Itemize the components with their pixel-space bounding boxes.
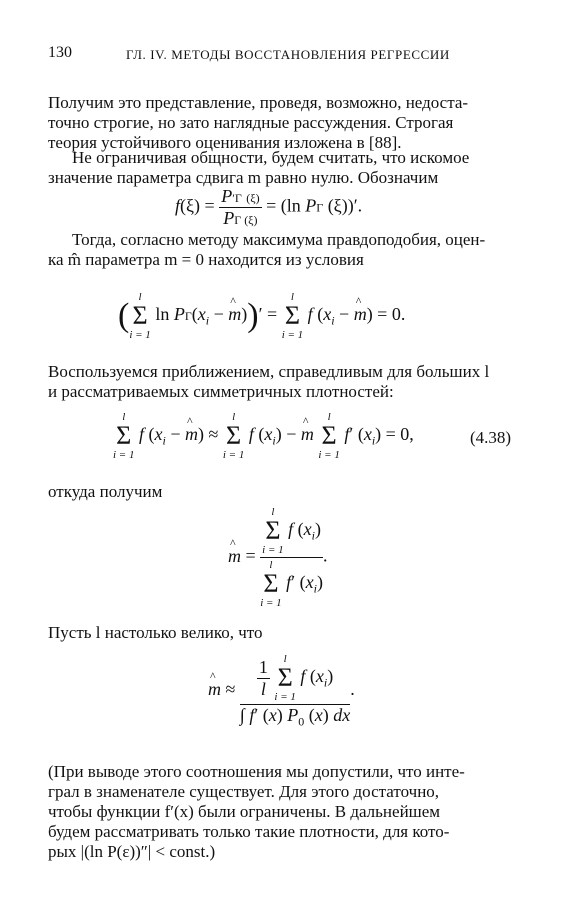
text-line: рых |(ln P(ε))″| < const.) [48,842,216,861]
text-line: грал в знаменателе существует. Для этого достаточно, [48,782,440,801]
text-line: чтобы функции f′(x) были ограничены. В дальнейшем [48,802,441,821]
equation-1: f(ξ) = $\frac{P'\Gamma (\xi)}{P\Gamma (\xi)}$ = (ln PΓ (ξ))′. [175,186,363,228]
equation-number: (4.38) [470,428,512,447]
paragraph-4 [48,362,520,402]
text-line: точно строгие, но зато наглядные рассуждения. Строгая [48,113,454,132]
paragraph-2 [48,148,520,188]
text-line: и рассматриваемых симметричных плотностей: [48,382,394,401]
text-line: будем рассматривать только такие плотности, для кото- [48,822,450,841]
equation-2: ( l Σ i = 1 $\ln P\Gamma(x_i$ − ^ m))′ = l Σ i = 1 f ($x_i$ − ^ m) = 0. [118,290,405,342]
text-line: Воспользуемся приближением, справедливым для больших l [48,362,490,381]
text-line: Тогда, согласно методу максимума правдоподобия, оцен- [72,230,486,249]
text-line: значение параметра сдвига m равно нулю. Обозначим [48,168,439,187]
paragraph-7 [48,762,520,862]
equation-4: ^ m = l Σ i = 1 f $(x_i)$ l Σ i = 1 f′ $(x_i)$ . [228,505,328,610]
text-line: теория устойчивого оценивания изложена в [88]. [48,133,402,152]
paragraph-5 [48,482,520,502]
page-number: 130 [48,44,72,61]
paragraph-3 [48,230,520,270]
equation-3: l Σ i = 1 f ($x_i$ − ^ m) ≈ l Σ i = 1 f $(x_i)$ − ^ m l Σ i = 1 f′ $(x_i) = 0$, [113,410,414,462]
text-line: ка m̂ параметра m = 0 находится из условия [48,250,364,269]
text-line: (При выводе этого соотношения мы допустили, что инте- [48,762,465,781]
text-line: Пусть l настолько велико, что [48,623,263,642]
running-head: ГЛ. IV. МЕТОДЫ ВОССТАНОВЛЕНИЯ РЕГРЕССИИ [126,47,450,62]
text-line: Получим это представление, проведя, возможно, недоста- [48,93,469,112]
paragraph-6 [48,623,520,643]
equation-5: ^ m ≈ $\frac{1}{l}$ l Σ i = 1 f $(x_i)$ ∫ f′ (x) $P_0$ (x) dx . [208,652,355,730]
paragraph-1 [48,93,520,153]
text-line: откуда получим [48,482,163,501]
text-line: Не ограничивая общности, будем считать, что искомое [72,148,470,167]
page-header [48,44,528,66]
